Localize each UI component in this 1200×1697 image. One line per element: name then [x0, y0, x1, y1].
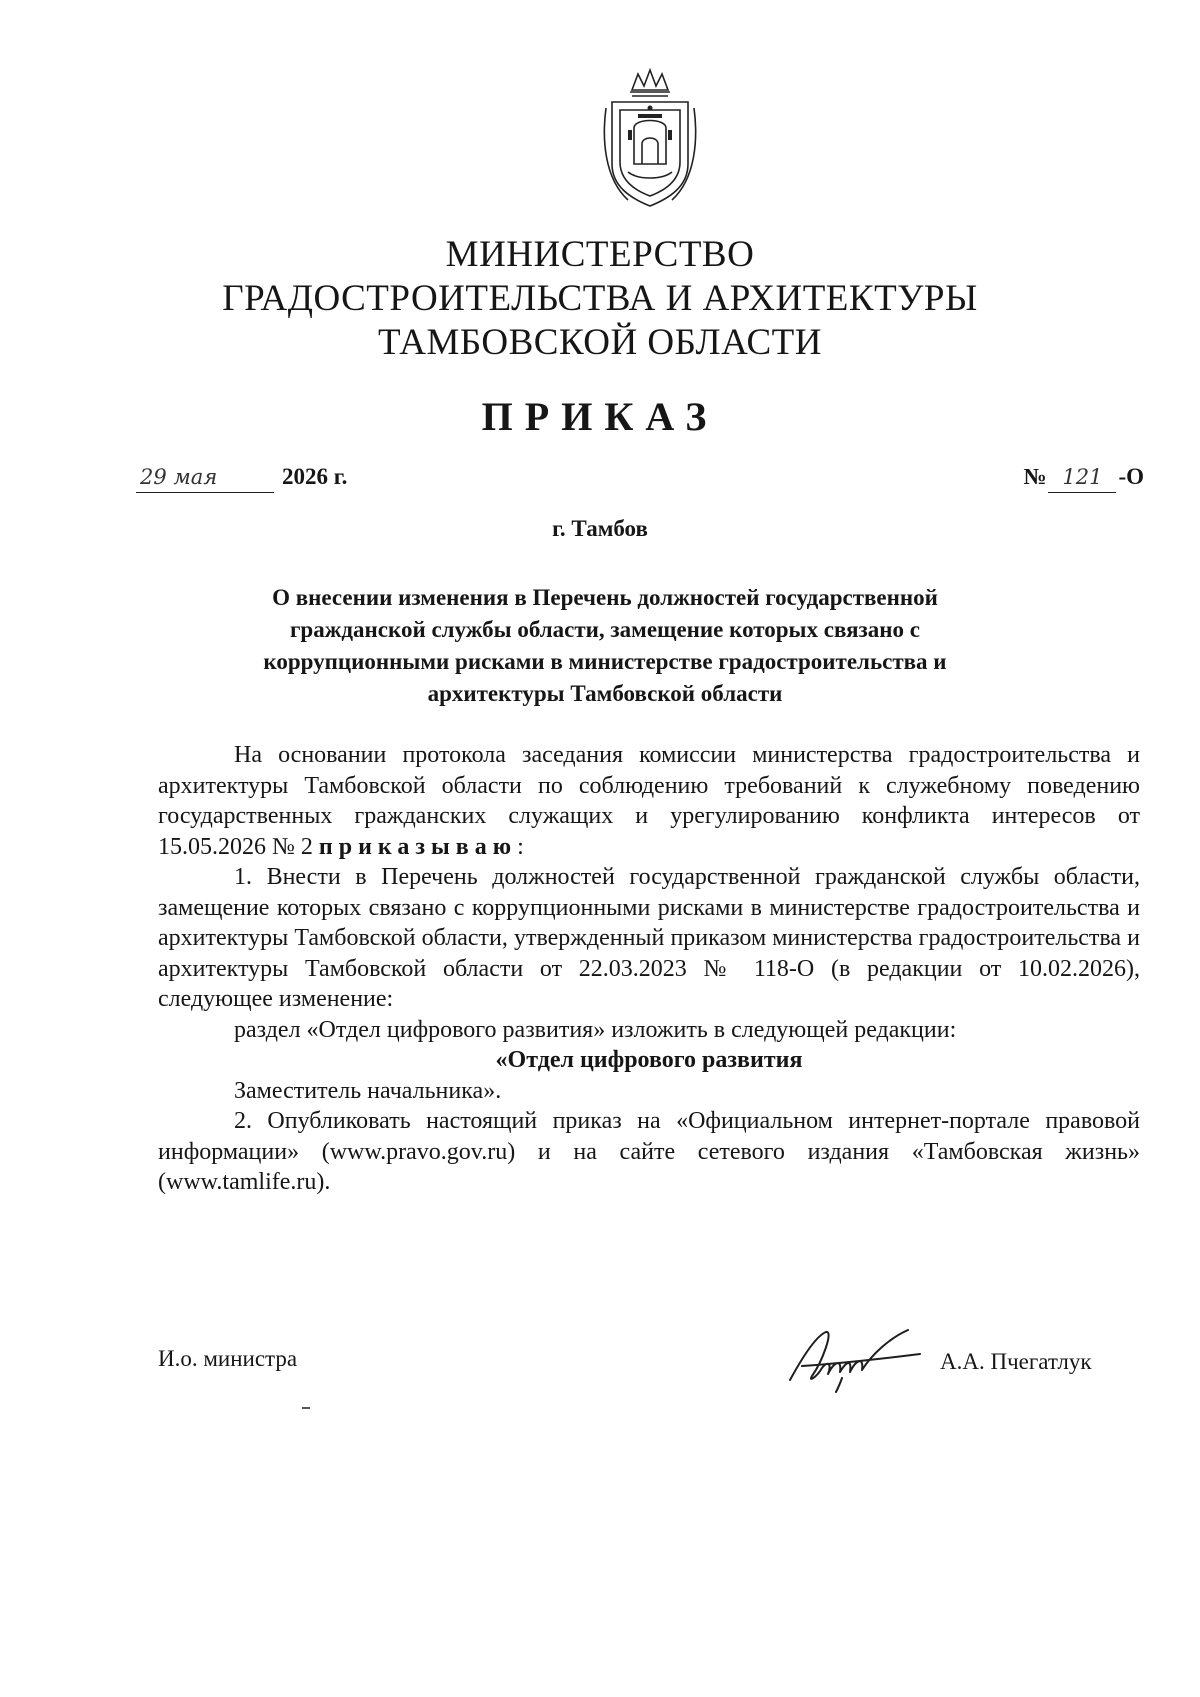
signatory-role: И.о. министра: [158, 1346, 298, 1371]
preamble-text: На основании протокола заседания комиссии министерства градостроительства и архитектуры Тамбовской области по соблюдению требований к служебному поведению государственных гражданских служащих и урегулированию конфликта интересов от 15.05.2026 № 2: [158, 742, 1140, 860]
order-number: [1023, 462, 1144, 493]
order-subject: [190, 582, 1020, 710]
item-1-heading: «Отдел цифрового развития: [495, 1047, 803, 1073]
subject-line: гражданской службы области, замещение которых связано с: [289, 617, 920, 642]
handwritten-signature: [782, 1318, 932, 1398]
subject-line: коррупционными рисками в министерстве градостроительства и: [263, 649, 947, 674]
ministry-name-line: ТАМБОВСКОЙ ОБЛАСТИ: [378, 322, 822, 363]
city: г. Тамбов: [552, 516, 648, 541]
ministry-name: [100, 233, 1100, 365]
ministry-name-line: ГРАДОСТРОИТЕЛЬСТВА И АРХИТЕКТУРЫ: [222, 278, 978, 319]
preamble-end: :: [517, 833, 524, 860]
subject-line: О внесении изменения в Перечень должностей государственной: [272, 585, 938, 610]
item-1-paragraph: 1. Внести в Перечень должностей государственной гражданской службы области, замещение которых связано с коррупционными рисками в министерстве градостроительства и архитектуры Тамбовской области, утвержденный приказом министерства градостроительства и архитектуры Тамбовской области от 22.03.2023 № 118-О (в редакции от 10.02.2026), следующее изменение:: [158, 864, 1140, 1012]
order-date: [136, 462, 347, 493]
number-suffix: -О: [1118, 464, 1144, 489]
stray-mark: [302, 1407, 310, 1409]
preamble-paragraph: [158, 740, 1140, 862]
ministry-name-line: МИНИСТЕРСТВО: [445, 234, 755, 275]
order-body: [158, 740, 1140, 1198]
order-keyword: приказываю: [318, 833, 518, 860]
date-year: 2026 г.: [282, 464, 348, 489]
subject-line: архитектуры Тамбовской области: [427, 681, 783, 706]
handwritten-date: 29 мая: [136, 462, 274, 493]
signatory-name: А.А. Пчегатлук: [940, 1349, 1092, 1374]
item-2-paragraph: 2. Опубликовать настоящий приказ на «Официальном интернет-портале правовой информации» (www.pravo.gov.ru) и на сайте сетевого издания «Тамбовская жизнь» (www.tamlife.ru).: [158, 1108, 1140, 1195]
item-1-position: Заместитель начальника».: [234, 1077, 502, 1104]
handwritten-number: 121: [1048, 462, 1116, 493]
coat-of-arms-emblem: [598, 68, 702, 208]
number-prefix: №: [1023, 464, 1047, 489]
item-1-section-paragraph: раздел «Отдел цифрового развития» изложить в следующей редакции:: [234, 1016, 957, 1043]
document-type-title: ПРИКАЗ: [481, 394, 719, 439]
